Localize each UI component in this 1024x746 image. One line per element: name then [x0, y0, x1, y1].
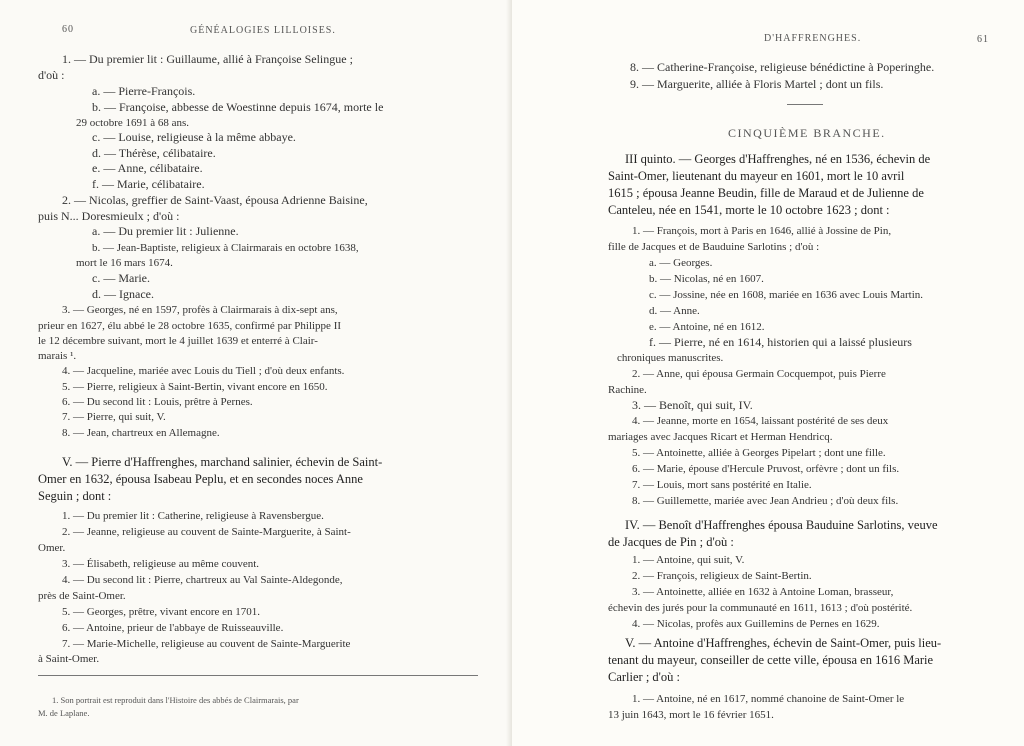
entry-line: mariages avec Jacques Ricart et Herman Hendricq.	[608, 431, 833, 443]
entry-line: Rachine.	[608, 384, 647, 396]
entry-line: 7. — Louis, mort sans postérité en Italie.	[632, 479, 812, 491]
entry-line: Saint-Omer, lieutenant du mayeur en 1601, mort le 10 avril	[608, 169, 905, 183]
entry-line: 9. — Marguerite, alliée à Floris Martel ; dont un fils.	[630, 77, 884, 91]
entry-line: 2. — Jeanne, religieuse au couvent de Sainte-Marguerite, à Saint-	[62, 526, 351, 538]
entry-line: d'où :	[38, 68, 65, 82]
entry-line: c. — Jossine, née en 1608, mariée en 1636 avec Louis Martin.	[649, 289, 924, 301]
entry-line: 5. — Antoinette, alliée à Georges Pipelart ; dont une fille.	[632, 447, 886, 459]
entry-line: 8. — Catherine-Françoise, religieuse bénédictine à Poperinghe.	[630, 60, 935, 74]
entry-line: marais ¹.	[38, 350, 77, 362]
entry-line: a. — Pierre-François.	[92, 84, 196, 98]
entry-line: 4. — Du second lit : Pierre, chartreux au Val Sainte-Aldegonde,	[62, 574, 343, 586]
entry-line: a. — Du premier lit : Julienne.	[92, 224, 239, 238]
entry-line: le 12 décembre suivant, mort le 4 juillet 1639 et enterré à Clair-	[38, 335, 318, 347]
entry-line: 3. — Benoît, qui suit, IV.	[632, 398, 753, 412]
page-number-right: 61	[977, 34, 989, 45]
entry-line: 8. — Jean, chartreux en Allemagne.	[62, 427, 220, 439]
entry-line: f. — Pierre, né en 1614, historien qui a laissé plusieurs	[649, 335, 912, 349]
entry-line: Seguin ; dont :	[38, 489, 112, 503]
entry-line: mort le 16 mars 1674.	[76, 257, 173, 269]
running-title-left: GÉNÉALOGIES LILLOISES.	[190, 25, 336, 36]
entry-line: 7. — Pierre, qui suit, V.	[62, 411, 166, 423]
entry-line: à Saint-Omer.	[38, 653, 100, 665]
entry-line: prieur en 1627, élu abbé le 28 octobre 1635, confirmé par Philippe II	[38, 320, 342, 332]
entry-line: de Jacques de Pin ; d'où :	[608, 535, 734, 549]
entry-line: échevin des jurés pour la communauté en 1611, 1613 ; d'où postérité.	[608, 602, 913, 614]
entry-line: 3. — Antoinette, alliée en 1632 à Antoine Loman, brasseur,	[632, 586, 894, 598]
entry-line: d. — Thérèse, célibataire.	[92, 146, 216, 160]
entry-line: b. — Jean-Baptiste, religieux à Clairmarais en octobre 1638,	[92, 242, 359, 254]
entry-line: c. — Marie.	[92, 271, 150, 285]
entry-line: d. — Anne.	[649, 305, 700, 317]
running-title-right: D'HAFFRENGHES.	[764, 33, 862, 44]
entry-line: 2. — Anne, qui épousa Germain Cocquempot, puis Pierre	[632, 368, 886, 380]
entry-line: 4. — Jacqueline, mariée avec Louis du Tiell ; d'où deux enfants.	[62, 365, 345, 377]
entry-line: a. — Georges.	[649, 257, 713, 269]
entry-line: IV. — Benoît d'Haffrenghes épousa Bauduine Sarlotins, veuve	[625, 518, 938, 532]
entry-line: 2. — François, religieux de Saint-Bertin.	[632, 570, 812, 582]
entry-line: près de Saint-Omer.	[38, 590, 126, 602]
entry-line: 5. — Georges, prêtre, vivant encore en 1701.	[62, 606, 261, 618]
entry-line: 3. — Georges, né en 1597, profès à Clairmarais à dix-sept ans,	[62, 304, 338, 316]
entry-line: 6. — Marie, épouse d'Hercule Pruvost, orfèvre ; dont un fils.	[632, 463, 900, 475]
entry-line: b. — Françoise, abbesse de Woestinne depuis 1674, morte le	[92, 100, 384, 114]
entry-line: 13 juin 1643, mort le 16 février 1651.	[608, 709, 774, 721]
entry-line: V. — Pierre d'Haffrenghes, marchand salinier, échevin de Saint-	[62, 455, 383, 469]
entry-line: Carlier ; d'où :	[608, 670, 681, 684]
entry-line: f. — Marie, célibataire.	[92, 177, 205, 191]
entry-line: 1615 ; épousa Jeanne Beudin, fille de Maraud et de Julienne de	[608, 186, 924, 200]
entry-line: Omer en 1632, épousa Isabeau Peplu, et en secondes noces Anne	[38, 472, 363, 486]
entry-line: tenant du mayeur, conseiller de cette ville, épousa en 1616 Marie	[608, 653, 934, 667]
entry-line: V. — Antoine d'Haffrenghes, échevin de Saint-Omer, puis lieu-	[625, 636, 942, 650]
entry-line: 1. — Du premier lit : Guillaume, allié à Françoise Selingue ;	[62, 52, 353, 66]
entry-line: e. — Antoine, né en 1612.	[649, 321, 765, 333]
entry-line: d. — Ignace.	[92, 287, 154, 301]
entry-line: 1. — Antoine, né en 1617, nommé chanoine de Saint-Omer le	[632, 693, 905, 705]
entry-line: Canteleu, née en 1541, morte le 10 octobre 1623 ; dont :	[608, 203, 890, 217]
entry-line: 4. — Jeanne, morte en 1654, laissant postérité de ses deux	[632, 415, 889, 427]
entry-line: c. — Louise, religieuse à la même abbaye.	[92, 130, 296, 144]
entry-line: 6. — Du second lit : Louis, prêtre à Pernes.	[62, 396, 253, 408]
page-number-left: 60	[62, 24, 74, 35]
footnote-rule	[38, 675, 478, 676]
right-page	[512, 0, 1024, 746]
entry-line: fille de Jacques et de Bauduine Sarlotins ; d'où :	[608, 241, 820, 253]
entry-line: 1. — François, mort à Paris en 1646, allié à Jossine de Pin,	[632, 225, 892, 237]
entry-line: puis N... Doresmieulx ; d'où :	[38, 209, 180, 223]
entry-line: 8. — Guillemette, mariée avec Jean Andrieu ; d'où deux fils.	[632, 495, 899, 507]
entry-line: 3. — Élisabeth, religieuse au même couvent.	[62, 558, 260, 570]
entry-line: Omer.	[38, 542, 66, 554]
section-rule	[787, 104, 823, 105]
entry-line: chroniques manuscrites.	[617, 352, 724, 364]
section-heading: CINQUIÈME BRANCHE.	[728, 126, 886, 140]
footnote-line: 1. Son portrait est reproduit dans l'Histoire des abbés de Clairmarais, par	[52, 695, 299, 705]
entry-line: 2. — Nicolas, greffier de Saint-Vaast, épousa Adrienne Baisine,	[62, 193, 368, 207]
entry-line: e. — Anne, célibataire.	[92, 161, 203, 175]
entry-line: 5. — Pierre, religieux à Saint-Bertin, vivant encore en 1650.	[62, 381, 328, 393]
entry-line: b. — Nicolas, né en 1607.	[649, 273, 764, 285]
entry-line: 1. — Antoine, qui suit, V.	[632, 554, 745, 566]
entry-line: 6. — Antoine, prieur de l'abbaye de Ruisseauville.	[62, 622, 284, 634]
entry-line: 7. — Marie-Michelle, religieuse au couvent de Sainte-Marguerite	[62, 638, 351, 650]
entry-line: 29 octobre 1691 à 68 ans.	[76, 117, 190, 129]
entry-line: 1. — Du premier lit : Catherine, religieuse à Ravensbergue.	[62, 510, 324, 522]
footnote-line: M. de Laplane.	[38, 708, 90, 718]
entry-line: 4. — Nicolas, profès aux Guillemins de Pernes en 1629.	[632, 618, 880, 630]
entry-line: III quinto. — Georges d'Haffrenghes, né en 1536, échevin de	[625, 152, 931, 166]
